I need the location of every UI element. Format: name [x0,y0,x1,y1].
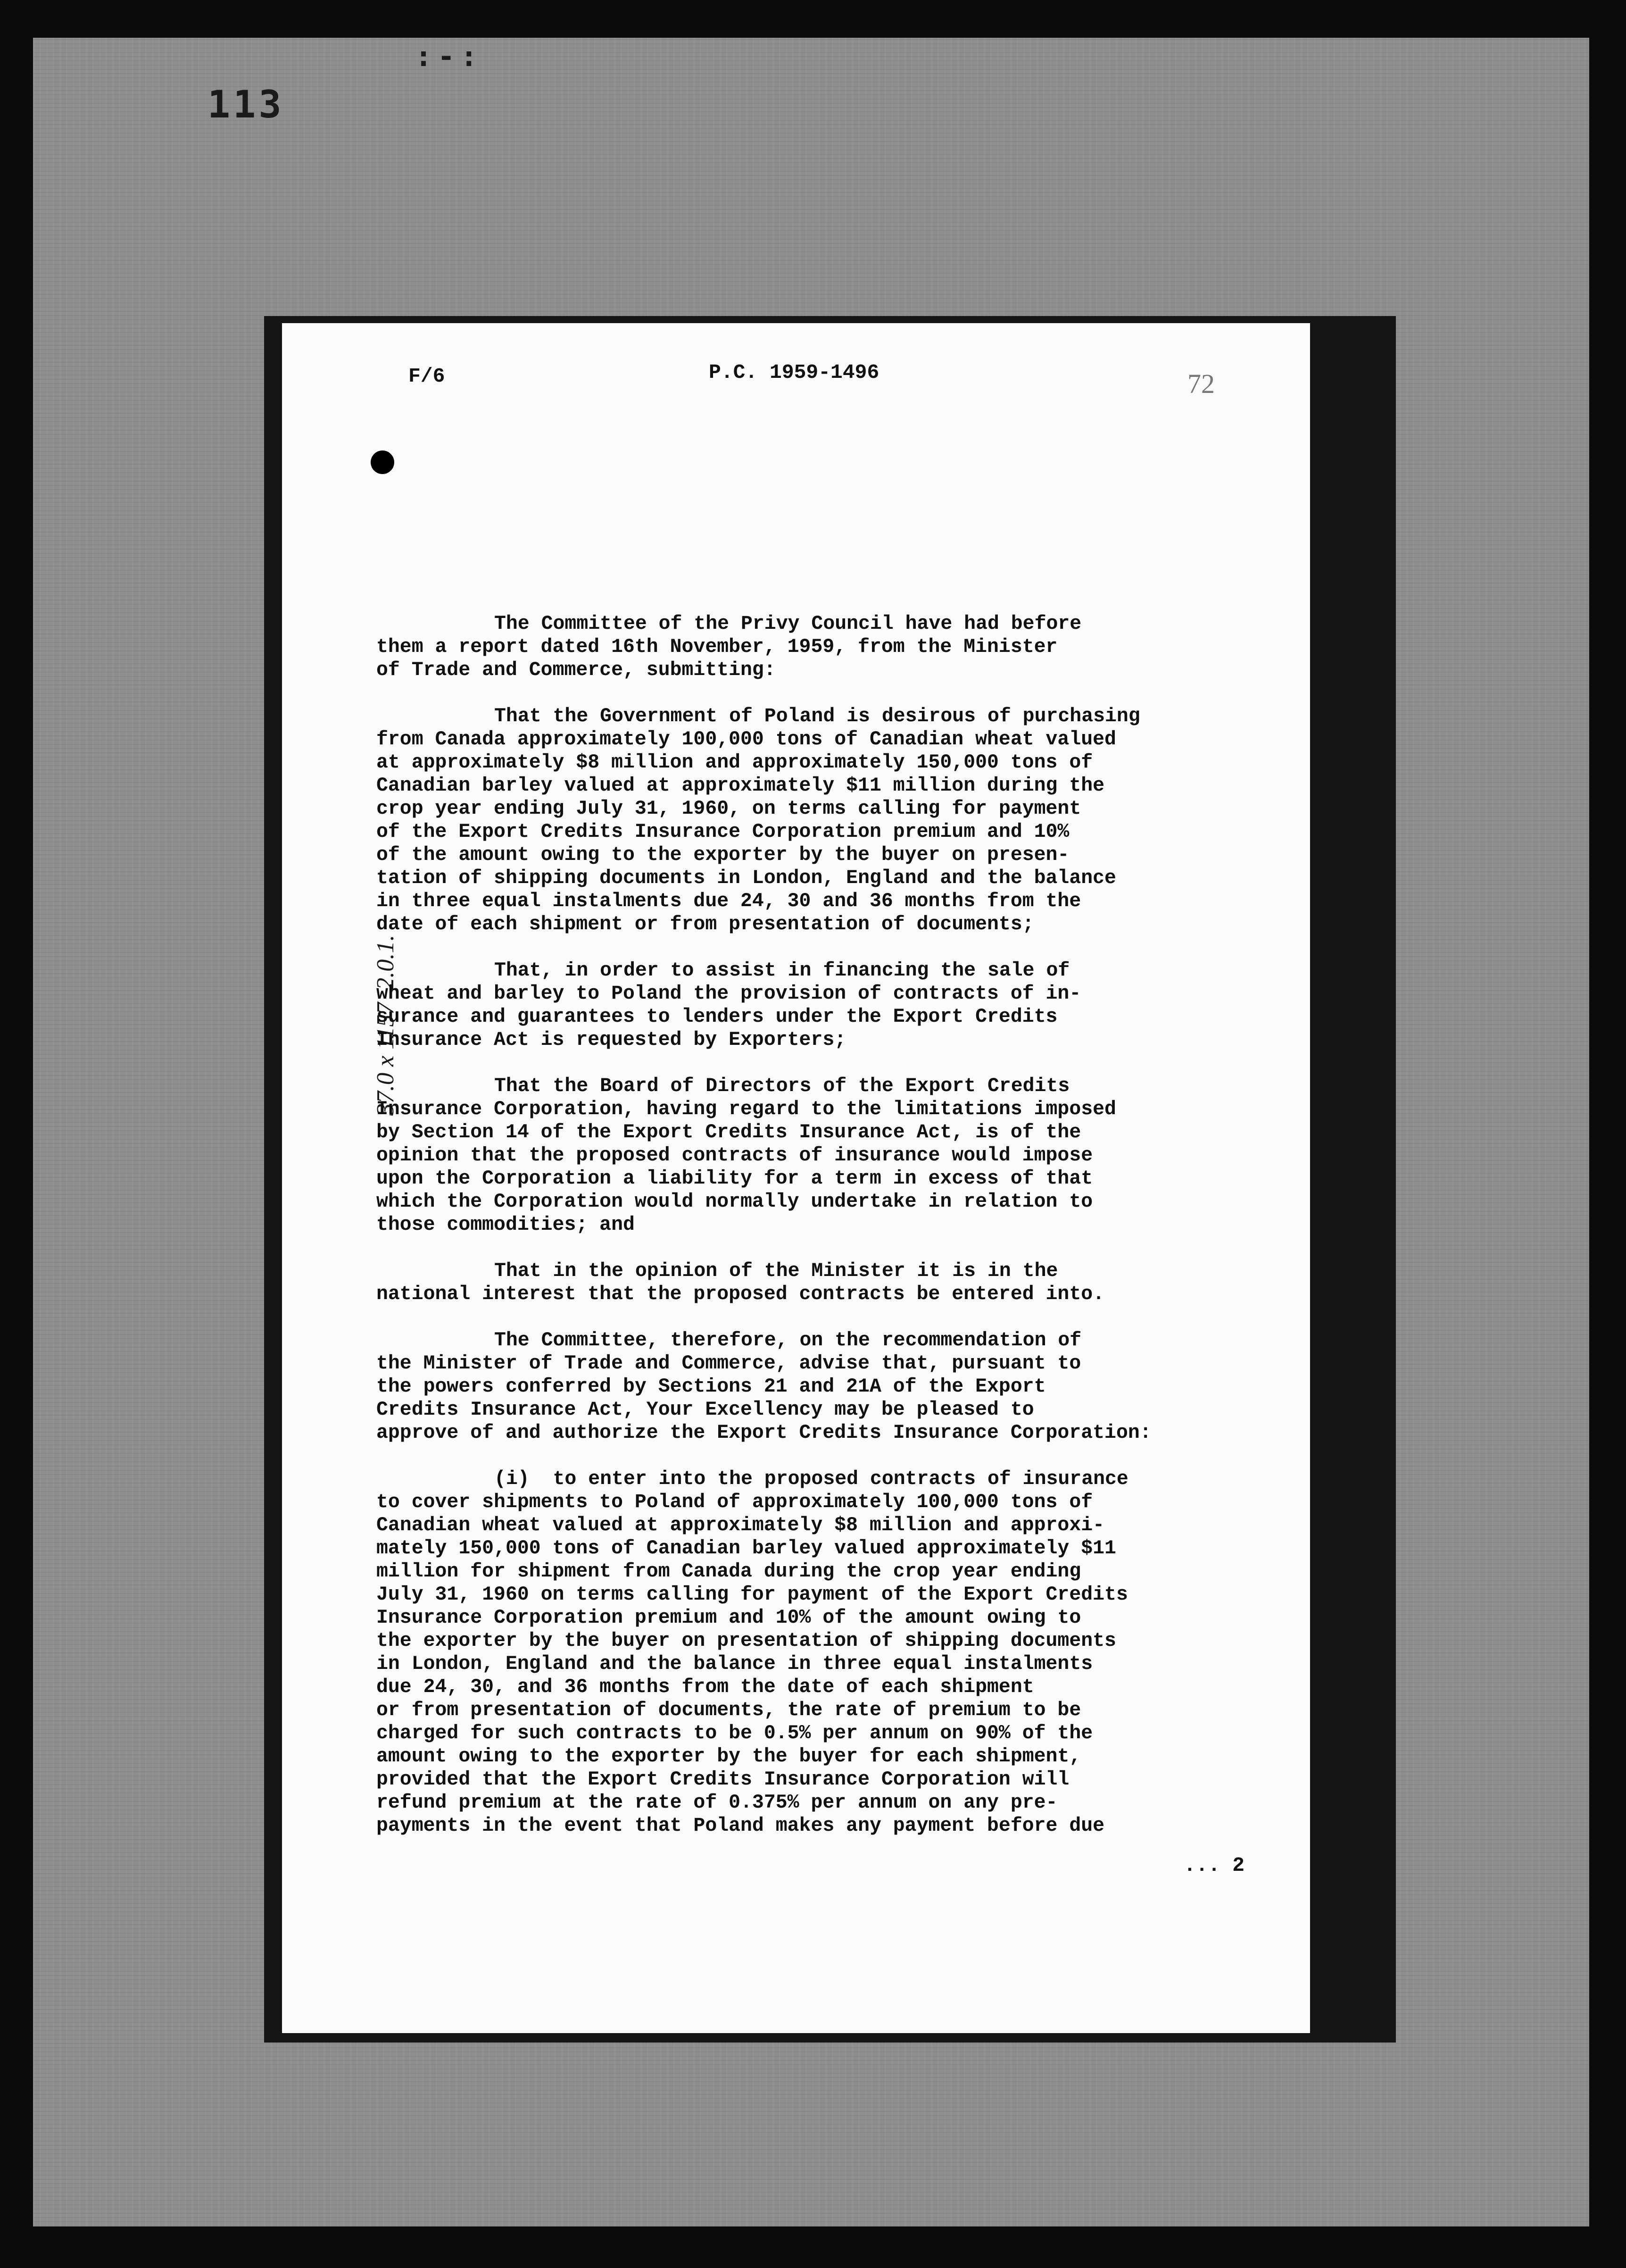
text-line: Canadian wheat valued at approximately $8 million and approxi- [376,1514,1105,1536]
text-line: date of each shipment or from presentation of documents; [376,913,1034,935]
text-line: Insurance Corporation premium and 10% of the amount owing to [376,1607,1081,1629]
text-line: from Canada approximately 100,000 tons of Canadian wheat valued [376,728,1116,750]
page-number: 72 [1187,368,1215,399]
text-line: million for shipment from Canada during the crop year ending [376,1560,1081,1583]
text-line: That the Government of Poland is desirous of purchasing [494,705,1140,727]
paragraph [376,612,1268,682]
text-line: July 31, 1960 on terms calling for payment of the Export Credits [376,1584,1128,1606]
text-line: provided that the Export Credits Insurance Corporation will [376,1768,1070,1791]
handwritten-margin-note: 37.0 x 1157 2.0.1. [372,934,399,1116]
text-line: payments in the event that Poland makes any payment before due [376,1815,1105,1837]
frame-number-mark: 113 [207,83,284,126]
text-line: Insurance Corporation, having regard to the limitations imposed [376,1098,1116,1120]
text-line: That the Board of Directors of the Export Credits [494,1075,1070,1097]
text-line: at approximately $8 million and approximately 150,000 tons of [376,751,1093,774]
text-line: Canadian barley valued at approximately $11 million during the [376,775,1105,797]
paragraph [376,959,1268,1051]
text-line: refund premium at the rate of 0.375% per annum on any pre- [376,1792,1058,1814]
text-line: which the Corporation would normally undertake in relation to [376,1191,1093,1213]
text-line: or from presentation of documents, the rate of premium to be [376,1699,1081,1721]
text-line: of Trade and Commerce, submitting: [376,659,776,681]
text-line: upon the Corporation a liability for a term in excess of that [376,1167,1093,1190]
text-line: the powers conferred by Sections 21 and 21A of the Export [376,1376,1046,1398]
text-line: national interest that the proposed contracts be entered into. [376,1283,1105,1305]
text-line: by Section 14 of the Export Credits Insurance Act, is of the [376,1121,1081,1143]
text-line: crop year ending July 31, 1960, on terms calling for payment [376,798,1081,820]
document-page [282,323,1310,2033]
text-line: the Minister of Trade and Commerce, advise that, pursuant to [376,1352,1081,1375]
text-line: of the amount owing to the exporter by the buyer on presen- [376,844,1070,866]
text-line: The Committee of the Privy Council have had before [494,613,1082,635]
continued-page-marker: ... 2 [1184,1854,1245,1877]
text-line: in three equal instalments due 24, 30 and 36 months from the [376,890,1081,912]
text-line: The Committee, therefore, on the recommendation of [494,1329,1082,1351]
text-line: Insurance Act is requested by Exporters; [376,1029,846,1051]
document-body [376,612,1268,1860]
text-line: them a report dated 16th November, 1959, from the Minister [376,636,1058,658]
text-line: wheat and barley to Poland the provision of contracts of in- [376,983,1081,1005]
text-line: those commodities; and [376,1214,635,1236]
frame-top-mark: :-: [415,40,483,73]
paragraph [376,705,1268,936]
text-line: Credits Insurance Act, Your Excellency may be pleased to [376,1399,1034,1421]
file-code: F/6 [408,365,445,388]
paragraph [376,1259,1268,1306]
text-line: tation of shipping documents in London, England and the balance [376,867,1116,889]
text-line: approve of and authorize the Export Credits Insurance Corporation: [376,1422,1152,1444]
text-line: charged for such contracts to be 0.5% per annum on 90% of the [376,1722,1093,1744]
text-line: mately 150,000 tons of Canadian barley valued approximately $11 [376,1537,1116,1559]
text-line: due 24, 30, and 36 months from the date of each shipment [376,1676,1034,1698]
order-in-council-number: P.C. 1959-1496 [709,361,879,384]
paragraph [376,1468,1268,1837]
text-line: surance and guarantees to lenders under the Export Credits [376,1006,1058,1028]
text-line: to cover shipments to Poland of approximately 100,000 tons of [376,1491,1093,1513]
text-line: the exporter by the buyer on presentation of shipping documents [376,1630,1116,1652]
punch-hole [371,450,394,474]
text-line: amount owing to the exporter by the buyer for each shipment, [376,1745,1081,1768]
text-line: That in the opinion of the Minister it is in the [494,1260,1058,1282]
text-line: That, in order to assist in financing the sale of [494,959,1070,982]
text-line: opinion that the proposed contracts of insurance would impose [376,1144,1093,1167]
text-line: of the Export Credits Insurance Corporation premium and 10% [376,821,1070,843]
paragraph [376,1329,1268,1444]
text-line: in London, England and the balance in three equal instalments [376,1653,1093,1675]
text-line: (i) to enter into the proposed contracts of insurance [494,1468,1128,1490]
paragraph [376,1075,1268,1236]
